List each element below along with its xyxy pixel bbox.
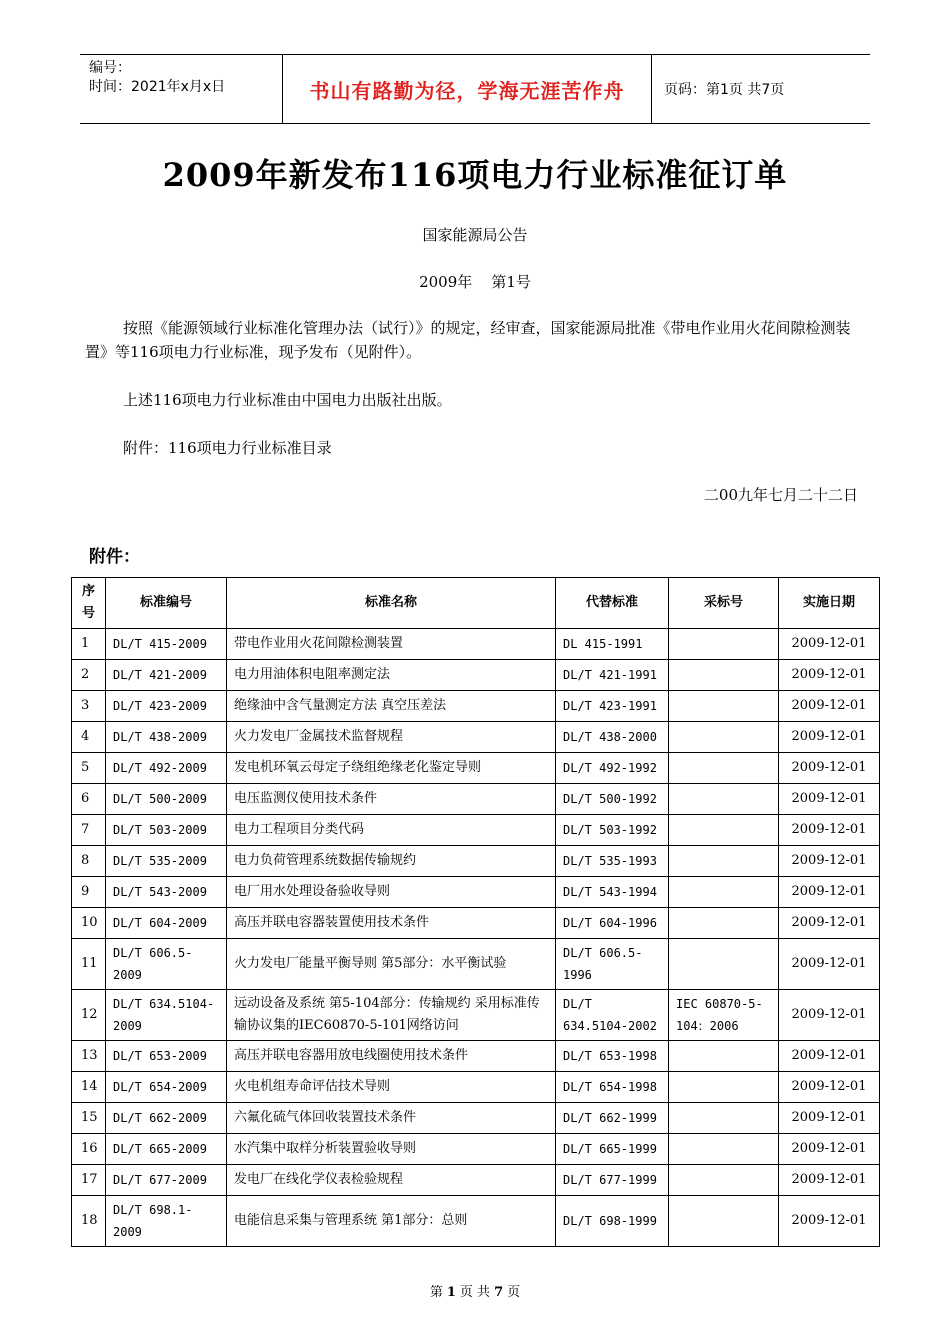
cell-code: DL/T 606.5-2009 [106, 939, 227, 990]
cell-code: DL/T 698.1-2009 [106, 1196, 227, 1247]
paragraph-3: 附件：116项电力行业标准目录 [123, 439, 332, 457]
cell-no: 7 [72, 815, 106, 846]
page-footer [0, 1281, 950, 1300]
cell-code: DL/T 423-2009 [106, 691, 227, 722]
number-label: 编号： [89, 60, 131, 76]
paragraph-1: 按照《能源领域行业标准化管理办法（试行）》的规定，经审查，国家能源局批准《带电作业用火花间隙检测装置》等116项电力行业标准，现予发布（见附件）。 [85, 319, 851, 361]
cell-no: 1 [72, 629, 106, 660]
cell-adopted [669, 815, 779, 846]
cell-adopted [669, 1072, 779, 1103]
cell-replaces: DL/T 634.5104-2002 [556, 990, 669, 1041]
cell-date: 2009-12-01 [779, 939, 880, 990]
cell-date: 2009-12-01 [779, 784, 880, 815]
cell-replaces: DL/T 653-1998 [556, 1041, 669, 1072]
cell-no: 5 [72, 753, 106, 784]
cell-adopted [669, 784, 779, 815]
notice-number: 2009年 第1号 [419, 273, 531, 291]
table-row [72, 908, 880, 939]
cell-adopted [669, 939, 779, 990]
cell-no: 13 [72, 1041, 106, 1072]
cell-name: 电力负荷管理系统数据传输规约 [227, 846, 556, 877]
cell-name: 火力发电厂能量平衡导则 第5部分：水平衡试验 [227, 939, 556, 990]
cell-no: 17 [72, 1165, 106, 1196]
cell-name: 发电机环氧云母定子绕组绝缘老化鉴定导则 [227, 753, 556, 784]
table-row [72, 722, 880, 753]
cell-adopted [669, 660, 779, 691]
cell-no: 18 [72, 1196, 106, 1247]
table-row [72, 990, 880, 1041]
cell-no: 11 [72, 939, 106, 990]
cell-no: 9 [72, 877, 106, 908]
cell-no: 14 [72, 1072, 106, 1103]
cell-code: DL/T 500-2009 [106, 784, 227, 815]
cell-name: 带电作业用火花间隙检测装置 [227, 629, 556, 660]
cell-replaces: DL/T 677-1999 [556, 1165, 669, 1196]
standards-table [71, 577, 880, 1247]
cell-code: DL/T 662-2009 [106, 1103, 227, 1134]
cell-code: DL/T 665-2009 [106, 1134, 227, 1165]
header-meta [80, 55, 282, 123]
col-header-date: 实施日期 [779, 578, 880, 629]
cell-name: 电压监测仪使用技术条件 [227, 784, 556, 815]
cell-no: 15 [72, 1103, 106, 1134]
cell-date: 2009-12-01 [779, 1196, 880, 1247]
table-row [72, 1165, 880, 1196]
cell-replaces: DL/T 438-2000 [556, 722, 669, 753]
cell-name: 绝缘油中含气量测定方法 真空压差法 [227, 691, 556, 722]
cell-date: 2009-12-01 [779, 1103, 880, 1134]
cell-code: DL/T 492-2009 [106, 753, 227, 784]
cell-replaces: DL/T 421-1991 [556, 660, 669, 691]
cell-adopted [669, 753, 779, 784]
cell-replaces: DL/T 604-1996 [556, 908, 669, 939]
cell-replaces: DL/T 698-1999 [556, 1196, 669, 1247]
cell-no: 10 [72, 908, 106, 939]
cell-adopted [669, 722, 779, 753]
table-row [72, 1196, 880, 1247]
cell-no: 4 [72, 722, 106, 753]
cell-replaces: DL/T 654-1998 [556, 1072, 669, 1103]
cell-code: DL/T 438-2009 [106, 722, 227, 753]
col-header-code: 标准编号 [106, 578, 227, 629]
table-row [72, 939, 880, 990]
footer-suffix: 页 [507, 1285, 521, 1300]
cell-code: DL/T 653-2009 [106, 1041, 227, 1072]
cell-adopted [669, 691, 779, 722]
header-box [80, 54, 870, 124]
table-row [72, 784, 880, 815]
cell-replaces: DL/T 503-1992 [556, 815, 669, 846]
cell-name: 火力发电厂金属技术监督规程 [227, 722, 556, 753]
cell-name: 电力工程项目分类代码 [227, 815, 556, 846]
document-title: 2009年新发布116项电力行业标准征订单 [162, 156, 788, 194]
cell-adopted [669, 1134, 779, 1165]
cell-date: 2009-12-01 [779, 846, 880, 877]
cell-date: 2009-12-01 [779, 815, 880, 846]
cell-adopted [669, 1165, 779, 1196]
cell-code: DL/T 503-2009 [106, 815, 227, 846]
header-page-info: 页码：第1页 共7页 [664, 82, 785, 98]
table-row [72, 691, 880, 722]
cell-date: 2009-12-01 [779, 691, 880, 722]
cell-replaces: DL 415-1991 [556, 629, 669, 660]
cell-replaces: DL/T 606.5-1996 [556, 939, 669, 990]
cell-date: 2009-12-01 [779, 660, 880, 691]
cell-adopted [669, 1196, 779, 1247]
cell-adopted [669, 1041, 779, 1072]
table-row [72, 1041, 880, 1072]
cell-name: 远动设备及系统 第5-104部分：传输规约 采用标准传输协议集的IEC60870-5-101网络访问 [227, 990, 556, 1041]
time-label: 时间：2021年x月x日 [89, 79, 226, 95]
col-header-replaces: 代替标准 [556, 578, 669, 629]
paragraph-2: 上述116项电力行业标准由中国电力出版社出版。 [123, 391, 452, 409]
cell-date: 2009-12-01 [779, 877, 880, 908]
footer-prefix: 第 [429, 1285, 443, 1300]
cell-date: 2009-12-01 [779, 1134, 880, 1165]
cell-name: 水汽集中取样分析装置验收导则 [227, 1134, 556, 1165]
cell-code: DL/T 654-2009 [106, 1072, 227, 1103]
cell-date: 2009-12-01 [779, 1041, 880, 1072]
cell-name: 高压并联电容器用放电线圈使用技术条件 [227, 1041, 556, 1072]
cell-replaces: DL/T 662-1999 [556, 1103, 669, 1134]
cell-code: DL/T 421-2009 [106, 660, 227, 691]
cell-replaces: DL/T 492-1992 [556, 753, 669, 784]
motto: 书山有路勤为径，学海无涯苦作舟 [282, 55, 652, 123]
cell-code: DL/T 677-2009 [106, 1165, 227, 1196]
cell-name: 电能信息采集与管理系统 第1部分：总则 [227, 1196, 556, 1247]
table-header-row [72, 578, 880, 629]
table-row [72, 846, 880, 877]
cell-replaces: DL/T 543-1994 [556, 877, 669, 908]
cell-no: 6 [72, 784, 106, 815]
cell-code: DL/T 634.5104-2009 [106, 990, 227, 1041]
cell-code: DL/T 543-2009 [106, 877, 227, 908]
table-row [72, 815, 880, 846]
issuer: 国家能源局公告 [422, 226, 528, 244]
col-header-adopted: 采标号 [669, 578, 779, 629]
footer-total-pages: 7 [494, 1285, 504, 1300]
cell-no: 2 [72, 660, 106, 691]
cell-replaces: DL/T 665-1999 [556, 1134, 669, 1165]
cell-date: 2009-12-01 [779, 1072, 880, 1103]
cell-adopted [669, 846, 779, 877]
cell-date: 2009-12-01 [779, 1165, 880, 1196]
cell-name: 电力用油体积电阻率测定法 [227, 660, 556, 691]
table-row [72, 1134, 880, 1165]
cell-no: 3 [72, 691, 106, 722]
table-row [72, 629, 880, 660]
cell-name: 发电厂在线化学仪表检验规程 [227, 1165, 556, 1196]
table-row [72, 1072, 880, 1103]
cell-adopted [669, 629, 779, 660]
footer-middle: 页 共 [459, 1285, 491, 1300]
cell-replaces: DL/T 423-1991 [556, 691, 669, 722]
table-body [72, 629, 880, 1247]
table-row [72, 660, 880, 691]
cell-adopted [669, 877, 779, 908]
cell-date: 2009-12-01 [779, 990, 880, 1041]
cell-adopted [669, 1103, 779, 1134]
cell-no: 12 [72, 990, 106, 1041]
cell-adopted: IEC 60870-5-104：2006 [669, 990, 779, 1041]
table-row [72, 1103, 880, 1134]
cell-replaces: DL/T 535-1993 [556, 846, 669, 877]
cell-date: 2009-12-01 [779, 753, 880, 784]
issue-date: 二00九年七月二十二日 [703, 486, 858, 504]
cell-name: 火电机组寿命评估技术导则 [227, 1072, 556, 1103]
cell-no: 16 [72, 1134, 106, 1165]
attachment-label: 附件： [89, 547, 140, 567]
cell-code: DL/T 604-2009 [106, 908, 227, 939]
cell-date: 2009-12-01 [779, 722, 880, 753]
cell-date: 2009-12-01 [779, 629, 880, 660]
cell-code: DL/T 415-2009 [106, 629, 227, 660]
cell-name: 电厂用水处理设备验收导则 [227, 877, 556, 908]
cell-date: 2009-12-01 [779, 908, 880, 939]
cell-adopted [669, 908, 779, 939]
table-row [72, 877, 880, 908]
cell-replaces: DL/T 500-1992 [556, 784, 669, 815]
cell-name: 六氟化硫气体回收装置技术条件 [227, 1103, 556, 1134]
footer-current-page: 1 [446, 1285, 456, 1300]
cell-name: 高压并联电容器装置使用技术条件 [227, 908, 556, 939]
table-row [72, 753, 880, 784]
cell-code: DL/T 535-2009 [106, 846, 227, 877]
col-header-no: 序号 [72, 578, 106, 629]
col-header-name: 标准名称 [227, 578, 556, 629]
cell-no: 8 [72, 846, 106, 877]
